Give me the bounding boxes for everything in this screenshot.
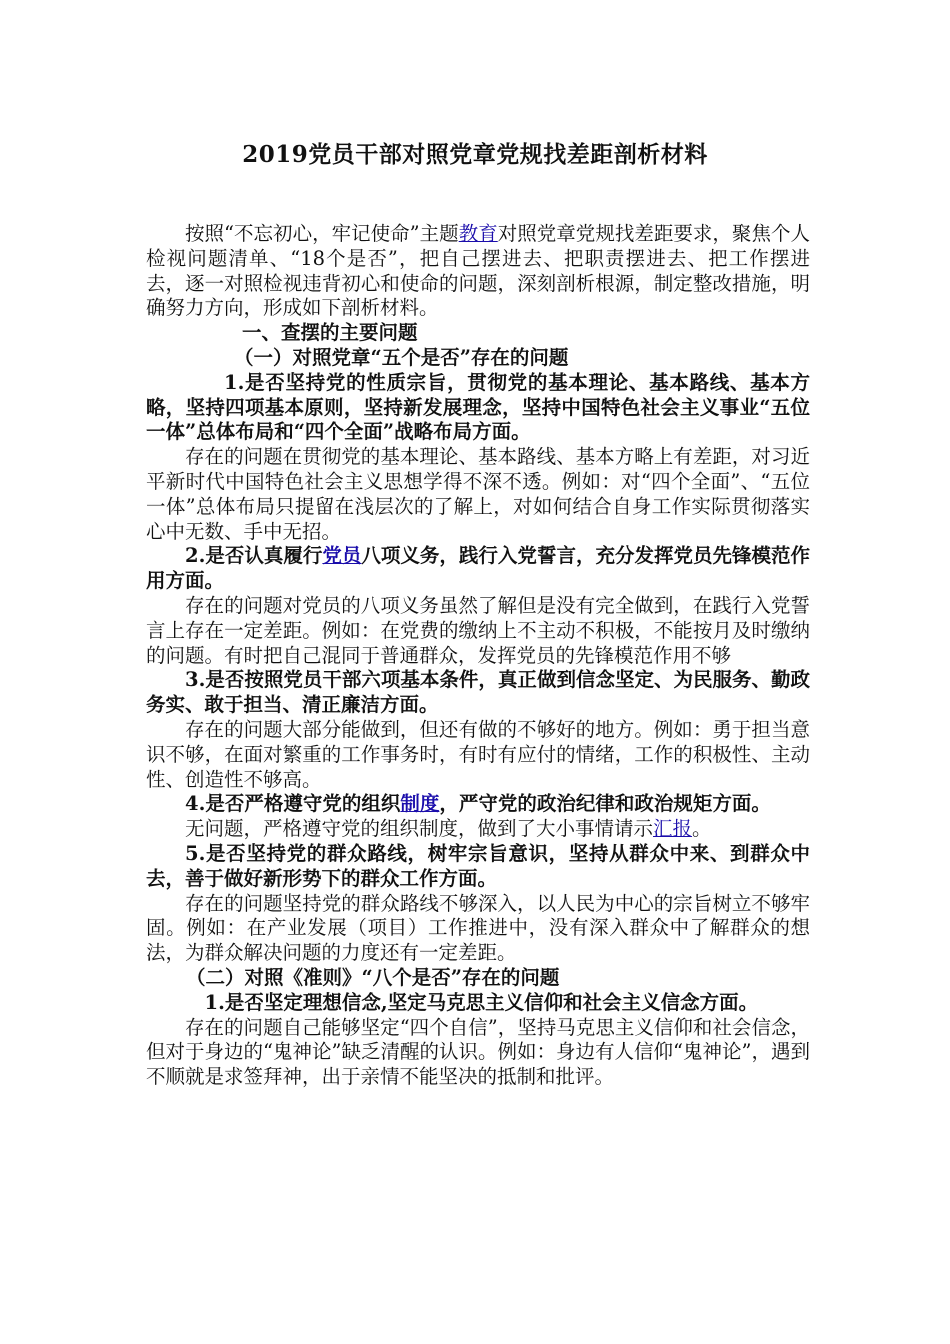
- answer-1: 存在的问题在贯彻党的基本理论、基本路线、基本方略上有差距，对习近平新时代中国特色社会主义思想学得不深不透。例如：对“四个全面”、“五位一体”总体布局只提留在浅层次的了解上，对如何结合自身工作实际贯彻落实心中无数、手中无招。: [146, 445, 810, 543]
- answer-3: 存在的问题大部分能做到，但还有做的不够好的地方。例如：勇于担当意识不够，在面对繁重的工作事务时，有时有应付的情绪，工作的积极性、主动性、创造性不够高。: [146, 717, 810, 791]
- section-heading-problems: 一、查摆的主要问题: [242, 321, 418, 345]
- party-member-link[interactable]: 党员: [322, 544, 362, 568]
- question-3: 3.是否按照党员干部六项基本条件，真正做到信念坚定、为民服务、勤政务实、敢于担当、清正廉洁方面。: [146, 668, 810, 717]
- document-body: [146, 222, 810, 1090]
- answer-4: [146, 817, 810, 842]
- answer-5: 存在的问题坚持党的群众路线不够深入，以人民为中心的宗旨树立不够牢固。例如：在产业发展（项目）工作推进中，没有深入群众中了解群众的想法，为群众解决问题的力度还有一定差距。: [146, 891, 810, 965]
- report-link[interactable]: 汇报: [653, 817, 693, 841]
- question-2-pre: 2.是否认真履行: [185, 544, 323, 568]
- system-link[interactable]: 制度: [400, 792, 440, 816]
- intro-text-pre: 按照“不忘初心，牢记使命”主题: [185, 222, 459, 245]
- question-5: 5.是否坚持党的群众路线，树牢宗旨意识，坚持从群众中来、到群众中去，善于做好新形势下的群众工作方面。: [146, 841, 810, 890]
- education-link[interactable]: 教育: [458, 222, 498, 245]
- intro-paragraph: [146, 222, 810, 321]
- question-4: [146, 792, 810, 817]
- question-1: 1.是否坚持党的性质宗旨，贯彻党的基本理论、基本路线、基本方略，坚持四项基本原则，坚持新发展理念，坚持中国特色社会主义事业“五位一体”总体布局和“四个全面”战略布局方面。: [146, 370, 810, 444]
- question-4-pre: 4.是否严格遵守党的组织: [185, 792, 401, 816]
- question-6: 1.是否坚定理想信念,坚定马克思主义信仰和社会主义信念方面。: [204, 990, 759, 1014]
- question-2-post: 八项义务，践行入党誓言，充分发挥党员先锋模范作用方面。: [146, 544, 810, 593]
- subsection-heading-guidelines: （二）对照《准则》“八个是否”存在的问题: [186, 965, 560, 989]
- question-2: [146, 544, 810, 594]
- answer-4-pre: 无问题，严格遵守党的组织制度，做到了大小事情请示: [185, 817, 654, 841]
- subsection-heading-party-constitution: （一）对照党章“五个是否”存在的问题: [234, 345, 569, 369]
- intro-text-post: 对照党章党规找差距要求，聚焦个人检视问题清单、“18个是否”，把自己摆进去、把职责摆进去、把工作摆进去，逐一对照检视违背初心和使命的问题，深刻剖析根源，制定整改措施，明确努力方向，形成如下剖析材料。: [146, 222, 810, 320]
- answer-6: 存在的问题自己能够坚定“四个自信”，坚持马克思主义信仰和社会信念，但对于身边的“鬼神论”缺乏清醒的认识。例如：身边有人信仰“鬼神论”，遇到不顺就是求签拜神，出于亲情不能坚决的抵制和批评。: [146, 1015, 810, 1089]
- question-4-post: ，严守党的政治纪律和政治规矩方面。: [439, 792, 771, 816]
- answer-2: 存在的问题对党员的八项义务虽然了解但是没有完全做到，在践行入党誓言上存在一定差距。例如：在党费的缴纳上不主动不积极，不能按月及时缴纳的问题。有时把自己混同于普通群众，发挥党员的先锋模范作用不够: [146, 593, 810, 667]
- answer-4-post: 。: [692, 817, 712, 841]
- document-title: 2019党员干部对照党章党规找差距剖析材料: [242, 141, 708, 168]
